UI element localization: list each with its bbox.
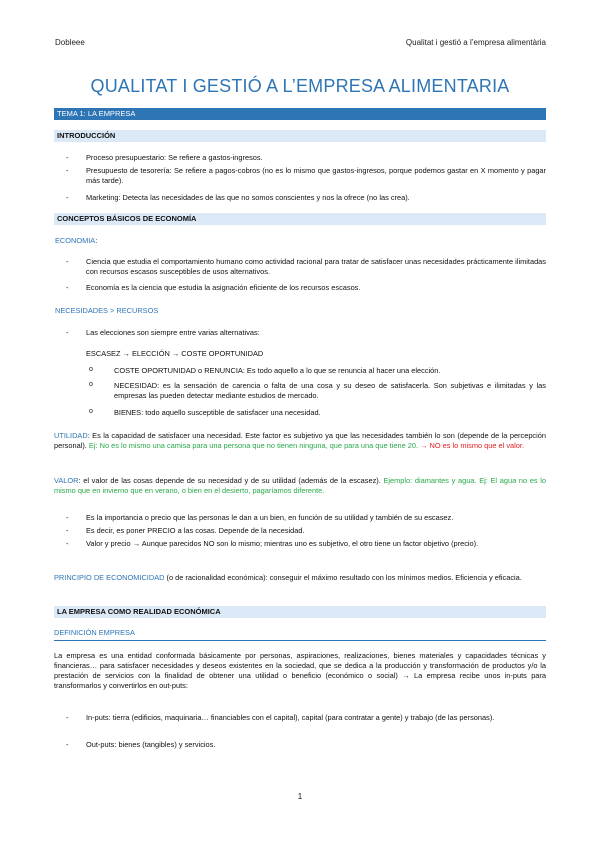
economia-item-1: Ciencia que estudia el comportamiento humano como actividad racional para tratar de satisfacer unas necesidades prácticamente ilimitadas con recursos escasos susceptibles de usos alternativos. — [86, 257, 546, 276]
valor-paragraph: VALOR: el valor de las cosas depende de su necesidad y de su utilidad (además de la escasez). Ejemplo: diamantes y agua. Ej: El agua no es lo mismo que en invierno que en verano, o bien en el desierto, pagaríamos diferente. — [54, 476, 546, 495]
dash-marker: - — [66, 740, 69, 749]
bullet-marker: o — [89, 408, 93, 415]
necesidades-label: NECESIDADES > RECURSOS — [55, 306, 159, 315]
escasez-bullet-3: BIENES: todo aquello susceptible de satisfacer una necesidad. — [114, 408, 321, 417]
dash-marker: - — [66, 526, 69, 535]
necesidades-item: Las elecciones son siempre entre varias alternativas: — [86, 328, 260, 337]
intro-heading: INTRODUCCIÓN — [54, 130, 546, 142]
dash-marker: - — [66, 328, 69, 337]
empresa-heading: LA EMPRESA COMO REALIDAD ECONÓMICA — [54, 606, 546, 618]
dash-marker: - — [66, 513, 69, 522]
intro-item-3: Marketing: Detecta las necesidades de las que no somos conscientes y nos la ofrece (no las crea). — [86, 193, 410, 202]
valor-item-2: Es decir, es poner PRECIO a las cosas. Depende de la necesidad. — [86, 526, 305, 535]
escasez-bullet-2: NECESIDAD: es la sensación de carencia o falta de una cosa y su deseo de satisfacerla. Son subjetivas e ilimitadas y las empresas las pueden detectar mediante estudios de mercado. — [114, 381, 546, 400]
economia-item-2: Economía es la ciencia que estudia la asignación eficiente de los recursos escasos. — [86, 283, 361, 292]
valor-item-3: Valor y precio → Aunque parecidos NO son lo mismo; mientras uno es subjetivo, el otro tiene un factor objetivo (precio). — [86, 539, 479, 548]
dash-marker: - — [66, 283, 69, 292]
dash-marker: - — [66, 257, 69, 266]
escasez-line: ESCASEZ → ELECCIÓN → COSTE OPORTUNIDAD — [86, 349, 264, 358]
bullet-marker: o — [89, 381, 93, 388]
economicidad-paragraph: PRINCIPIO DE ECONOMICIDAD (o de racionalidad económica): conseguir el máximo resultado con los mínimos medios. Eficiencia y eficacia. — [54, 573, 522, 582]
definicion-paragraph: La empresa es una entidad conformada básicamente por personas, aspiraciones, realizaciones, bienes materiales y capacidades técnicas y financieras… para satisfacer necesidades y deseos existentes en la sociedad, que se dedica a la producción y transformación de productos y/o la prestación de servicios con la finalidad de obtener una utilidad o beneficio (económico o social) → La empresa recibe unos in-puts para transformarlos y convertirlos en out-puts: — [54, 651, 546, 690]
dash-marker: - — [66, 713, 69, 722]
utilidad-paragraph: UTILIDAD: Es la capacidad de satisfacer una necesidad. Este factor es subjetivo ya que las necesidades también lo son (depende de la percepción personal). Ej: No es lo mismo una camisa para una persona que no tienen ninguna, que para una que tiene 20. → NO es lo mismo que el valor. — [54, 431, 546, 450]
bullet-marker: o — [89, 366, 93, 373]
tema-heading: TEMA 1: LA EMPRESA — [54, 108, 546, 120]
inputs-item: In-puts: tierra (edificios, maquinaria… financiables con el capital), capital (para contratar a gente) y trabajo (de las personas). — [86, 713, 495, 722]
intro-item-1: Proceso presupuestario: Se refiere a gastos-ingresos. — [86, 153, 263, 162]
dash-marker: - — [66, 166, 69, 175]
dash-marker: - — [66, 539, 69, 548]
document-title: QUALITAT I GESTIÓ A L’EMPRESA ALIMENTARIA — [90, 76, 510, 96]
outputs-item: Out-puts: bienes (tangibles) y servicios. — [86, 740, 216, 749]
intro-item-2: Presupuesto de tesorería: Se refiere a pagos-cobros (no es lo mismo que gastos-ingresos, porque podemos gastar en X momento y pagar más tarde). — [86, 166, 546, 185]
dash-marker: - — [66, 153, 69, 162]
economia-label: ECONOMIA: — [55, 236, 98, 245]
conceptos-heading: CONCEPTOS BÁSICOS DE ECONOMÍA — [54, 213, 546, 225]
page-number: 1 — [297, 792, 303, 801]
header-right: Qualitat i gestió a l’empresa alimentària — [405, 38, 546, 47]
escasez-bullet-1: COSTE OPORTUNIDAD o RENUNCIA: Es todo aquello a lo que se renuncia al hacer una elección. — [114, 366, 441, 375]
definicion-label: DEFINICIÓN EMPRESA — [54, 628, 546, 641]
dash-marker: - — [66, 193, 69, 202]
header-left: Dobleee — [55, 38, 85, 47]
valor-item-1: Es la importancia o precio que las personas le dan a un bien, en función de su utilidad y también de su escasez. — [86, 513, 454, 522]
